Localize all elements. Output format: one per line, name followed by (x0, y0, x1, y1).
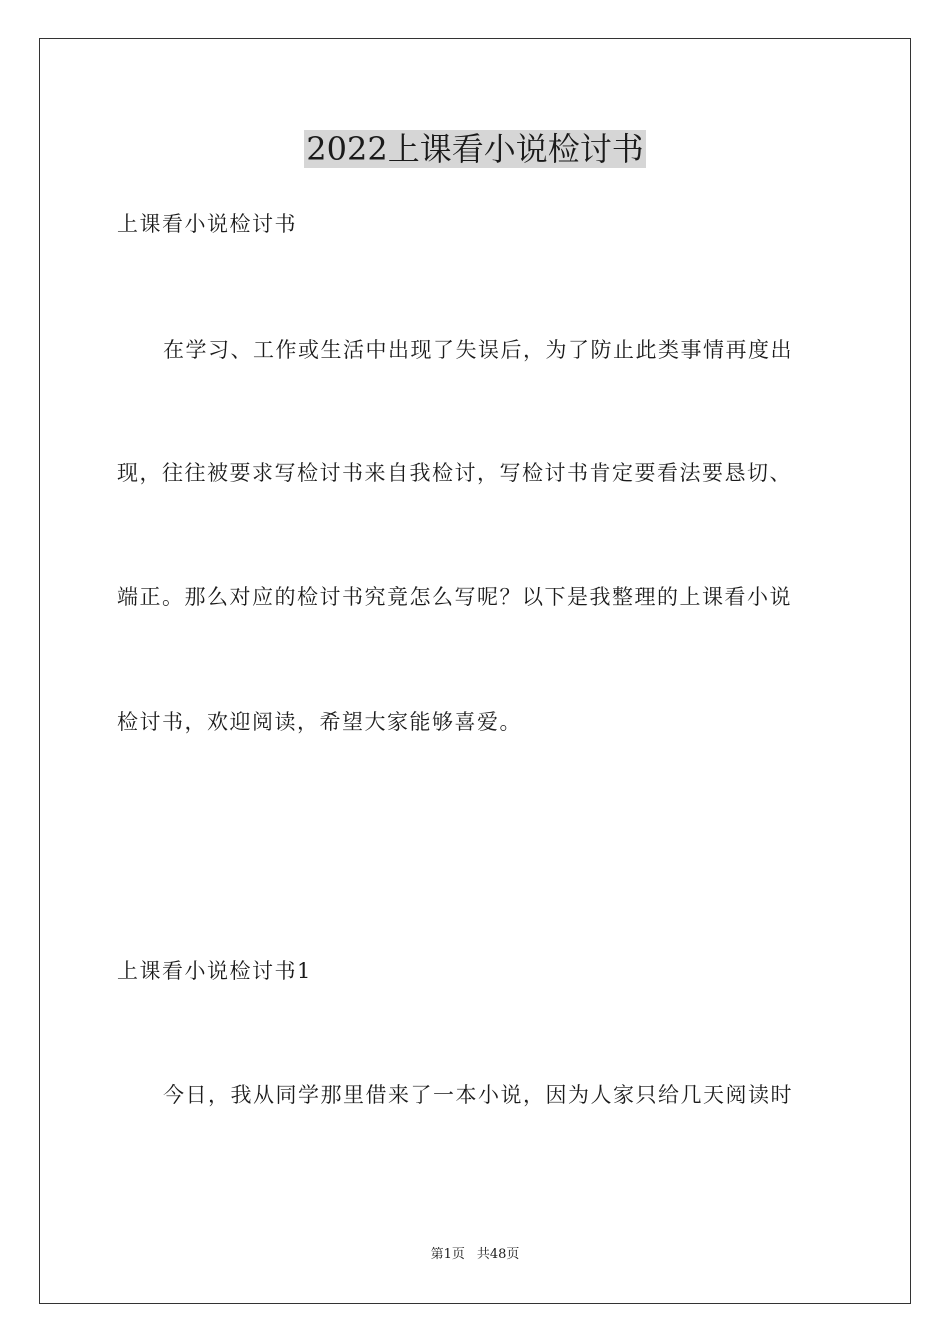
document-subtitle: 上课看小说检讨书 (117, 212, 297, 236)
paragraph-line: 检讨书，欢迎阅读，希望大家能够喜爱。 (117, 710, 522, 734)
document-title-text: 2022上课看小说检讨书 (306, 130, 644, 168)
page-total: 共48页 (476, 1247, 520, 1262)
page-footer (0, 1246, 950, 1264)
document-title (0, 126, 950, 172)
section-heading: 上课看小说检讨书1 (117, 959, 312, 983)
paragraph-line: 端正。那么对应的检讨书究竟怎么写呢？以下是我整理的上课看小说 (117, 585, 792, 609)
paragraph-line: 在学习、工作或生活中出现了失误后，为了防止此类事情再度出 (163, 338, 793, 362)
paragraph-line: 今日，我从同学那里借来了一本小说，因为人家只给几天阅读时 (163, 1083, 793, 1107)
page-number: 第1页 (430, 1247, 465, 1262)
paragraph-line: 现，往往被要求写检讨书来自我检讨，写检讨书肯定要看法要恳切、 (117, 461, 792, 485)
